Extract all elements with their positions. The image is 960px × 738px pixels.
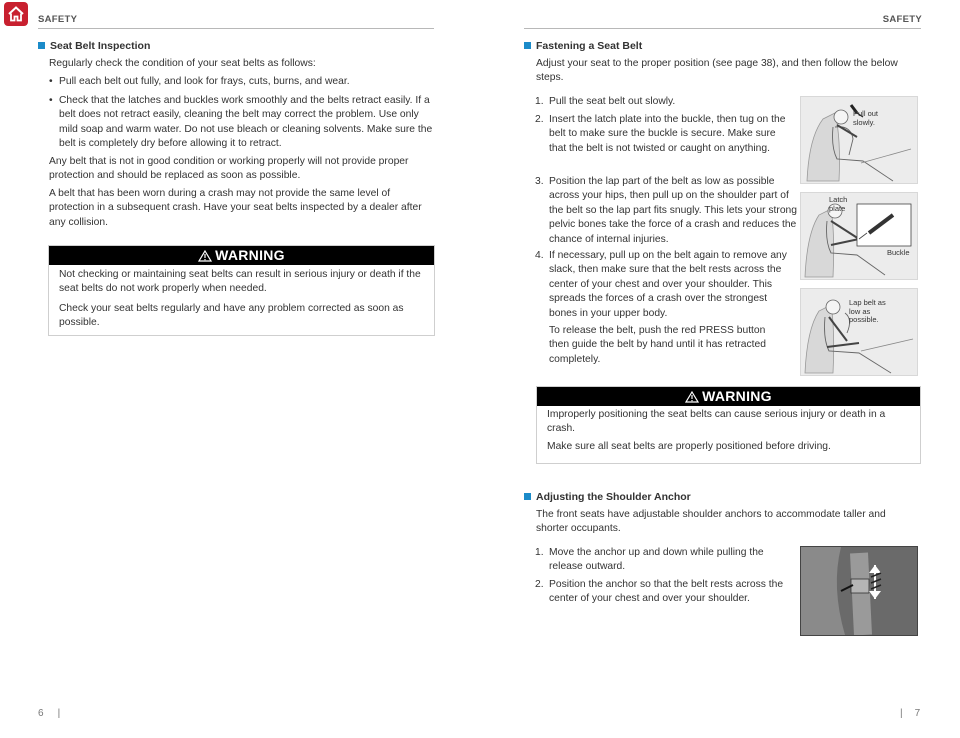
fastening-step: 4. If necessary, pull up on the belt again to remove any slack, then make sure that the belt rests across the center of your chest and over your shoulder. This spreads the forces of a crash over the strongest bones in your upper body.	[535, 250, 787, 319]
section-marker-icon	[524, 493, 531, 500]
figure-label: Pull out slowly.	[853, 109, 879, 127]
figure-label: Latch plate	[829, 195, 848, 213]
header-rule	[524, 28, 921, 29]
inspection-paragraph: Any belt that is not in good condition or working properly will not provide proper protection and should be replaced as soon as possible.	[49, 156, 409, 182]
header-rule	[38, 28, 434, 29]
warning-header	[537, 387, 920, 406]
anchor-step: 1. Move the anchor up and down while pulling the release outward.	[535, 547, 764, 573]
figure-lap-belt	[800, 288, 918, 376]
figure-latch-buckle	[800, 192, 918, 280]
figure-label: Lap belt as low as possible.	[849, 298, 886, 324]
shoulder-anchor-illustration	[801, 547, 917, 635]
warning-text: Not checking or maintaining seat belts can result in serious injury or death if the seat belts do not work properly when needed.	[59, 269, 421, 295]
anchor-intro: The front seats have adjustable shoulder anchors to accommodate taller and shorter occupants.	[536, 509, 886, 535]
figure-pull-out	[800, 96, 918, 184]
warning-text: Improperly positioning the seat belts can cause serious injury or death in a crash.	[547, 409, 886, 435]
right-page	[480, 0, 960, 738]
fastening-step: 2. Insert the latch plate into the buckle, then tug on the belt to make sure the buckle is secure. Make sure that the belt is not twisted or caught on anything.	[535, 114, 786, 154]
home-icon	[4, 2, 28, 26]
home-button[interactable]	[4, 2, 28, 26]
inspection-paragraph: A belt that has been worn during a crash may not provide the same level of protection in a subsequent crash. Have your seat belts inspected by a dealer after any collision.	[49, 188, 422, 228]
warning-text: Make sure all seat belts are properly positioned before driving.	[547, 441, 831, 452]
inspection-bullet: • Pull each belt out fully, and look for frays, cuts, burns, and wear.	[49, 75, 434, 89]
warning-box	[48, 245, 435, 336]
warning-box	[536, 386, 921, 464]
anchor-title: Adjusting the Shoulder Anchor	[524, 491, 691, 503]
fastening-step: 3. Position the lap part of the belt as low as possible across your hips, then pull up on the shoulder part of the belt so the lap part fits snugly. This lets your strong pelvic bones take the force of a crash and reduces the chance of internal injuries.	[535, 176, 798, 245]
header-title-left: SAFETY	[38, 14, 78, 25]
warning-label: WARNING	[215, 247, 285, 263]
fastening-intro: Adjust your seat to the proper position (see page 38), and then follow the below steps.	[536, 58, 898, 84]
warning-triangle-icon	[198, 250, 212, 262]
inspection-bullet: • Check that the latches and buckles work smoothly and the belts retract easily. If a belt does not retract easily, cleaning the belt may correct the problem. Use only mild soap and warm water. Do not use bleach or cleaning solvents. Make sure the belt is completely dry before allowing it to retract.	[49, 94, 434, 152]
section-marker-icon	[524, 42, 531, 49]
warning-triangle-icon	[685, 391, 699, 403]
warning-label: WARNING	[702, 388, 772, 404]
inspection-intro: Regularly check the condition of your seat belts as follows:	[49, 58, 316, 69]
section-marker-icon	[38, 42, 45, 49]
page-number-left: 6 |	[38, 708, 61, 719]
fastening-step: 1. Pull the seat belt out slowly.	[535, 96, 676, 107]
release-instruction: To release the belt, push the red PRESS button then guide the belt by hand until it has retracted completely.	[549, 325, 766, 365]
warning-text: Check your seat belts regularly and have any problem corrected as soon as possible.	[59, 303, 404, 329]
figure-label: Buckle	[887, 248, 910, 257]
inspection-title: Seat Belt Inspection	[38, 40, 150, 52]
anchor-step: 2. Position the anchor so that the belt rests across the center of your chest and over your shoulder.	[535, 579, 784, 605]
page-number-right: | 7	[900, 708, 921, 719]
figure-shoulder-anchor	[800, 546, 918, 636]
latch-buckle-illustration	[801, 193, 917, 279]
fastening-title: Fastening a Seat Belt	[524, 40, 642, 52]
warning-header	[49, 246, 434, 265]
header-title-right: SAFETY	[882, 14, 922, 25]
